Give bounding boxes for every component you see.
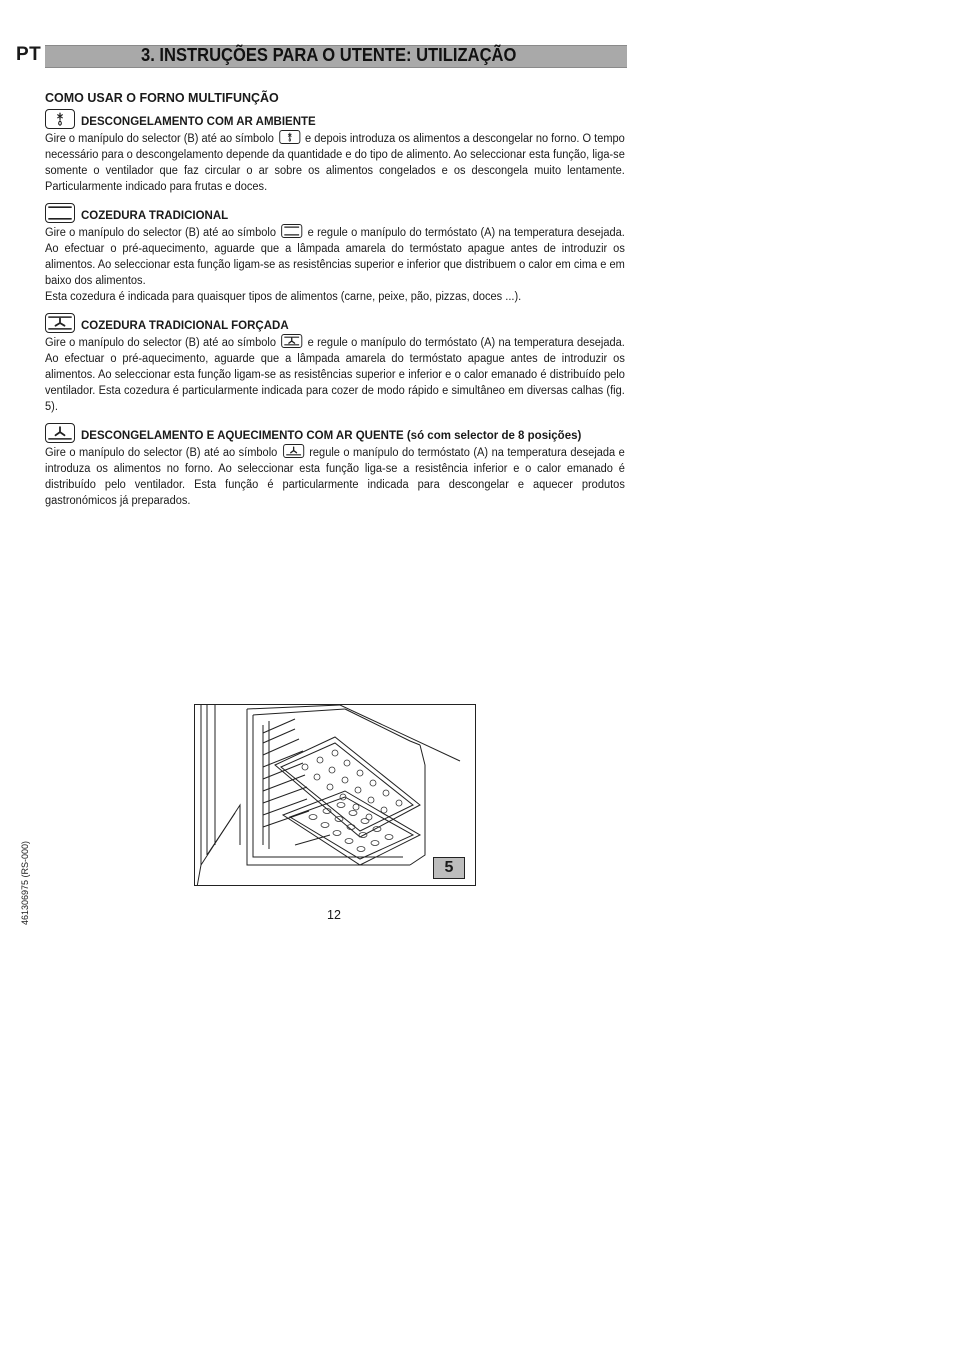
document-code: 461306975 (RS-000) [20, 840, 30, 925]
content [45, 91, 627, 517]
description-text: Gire o manípulo do selector (B) até ao símbolo [45, 337, 276, 349]
defrost-icon [279, 130, 300, 144]
function-heading [45, 109, 627, 129]
description-text: regule o manípulo do termóstato (A) na temperatura desejada e introduza os alimentos no forno. Ao seleccionar esta função liga-se a resistência inferior e o calor emanado é distribuído pelo ventilador. Esta função é particularmente indicada para descongelar e aquecer produtos gastronómicos já preparados. [45, 447, 625, 507]
function-fan-bottom [45, 423, 627, 509]
title-bar [45, 45, 627, 68]
language-tag: PT [16, 44, 42, 65]
function-fan-assisted [45, 313, 627, 415]
fan-bottom-heat-icon [45, 423, 75, 443]
function-heading [45, 313, 627, 333]
description-text: Gire o manípulo do selector (B) até ao símbolo [45, 133, 274, 145]
function-heading [45, 203, 627, 223]
traditional-cooking-icon [281, 224, 302, 238]
section-heading: COMO USAR O FORNO MULTIFUNÇÃO [45, 91, 279, 105]
oven-figure [194, 704, 476, 886]
function-title: COZEDURA TRADICIONAL FORÇADA [81, 320, 289, 332]
function-title: DESCONGELAMENTO E AQUECIMENTO COM AR QUENTE (só com selector de 8 posições) [81, 430, 582, 442]
page-number: 12 [327, 908, 341, 922]
function-title: DESCONGELAMENTO COM AR AMBIENTE [81, 116, 316, 128]
function-description [45, 130, 625, 195]
page-title: 3. INSTRUÇÕES PARA O UTENTE: UTILIZAÇÃO [141, 45, 517, 65]
function-title: COZEDURA TRADICIONAL [81, 210, 229, 222]
fan-bottom-heat-icon [283, 444, 304, 458]
function-description [45, 224, 625, 305]
description-text: Gire o manípulo do selector (B) até ao símbolo [45, 227, 276, 239]
function-defrost [45, 109, 627, 195]
description-text: e depois introduza os alimentos a descongelar no forno. O tempo necessário para o descongelamento depende da quantidade e do tipo de alimento. Ao seleccionar esta função, liga-se somente o ventilador que faz circular o ar sobre os alimentos congelados e os descongela muito lentamente. Particularmente indicado para frutas e doces. [45, 133, 625, 193]
function-traditional [45, 203, 627, 305]
function-description [45, 444, 625, 509]
function-heading [45, 423, 627, 443]
description-text: e regule o manípulo do termóstato (A) na temperatura desejada. Ao efectuar o pré-aquecimento, aguarde que a lâmpada amarela do termóstato apague antes de introduzir os alimentos. Ao seleccionar esta função ligam-se as resistências superior e inferior e o calor emanado é distribuído pelo ventilador. Esta cozedura é particularmente indicada para cozer de modo rápido e simultâneo em diversas calhas (fig. 5). [45, 337, 625, 413]
defrost-icon [45, 109, 75, 129]
fan-assisted-icon [281, 334, 302, 348]
fan-assisted-icon [45, 313, 75, 333]
description-text: Esta cozedura é indicada para quaisquer tipos de alimentos (carne, peixe, pão, pizzas, doces ...). [45, 291, 522, 303]
description-text: e regule o manípulo do termóstato (A) na temperatura desejada. Ao efectuar o pré-aquecimento, aguarde que a lâmpada amarela do termóstato apague antes de introduzir os alimentos. Ao seleccionar esta função ligam-se as resistências superior e inferior que distribuem o calor em cima e em baixo dos alimentos. [45, 227, 625, 287]
figure-label: 5 [433, 857, 465, 879]
function-description [45, 334, 625, 415]
description-text: Gire o manípulo do selector (B) até ao símbolo [45, 447, 278, 459]
traditional-cooking-icon [45, 203, 75, 223]
